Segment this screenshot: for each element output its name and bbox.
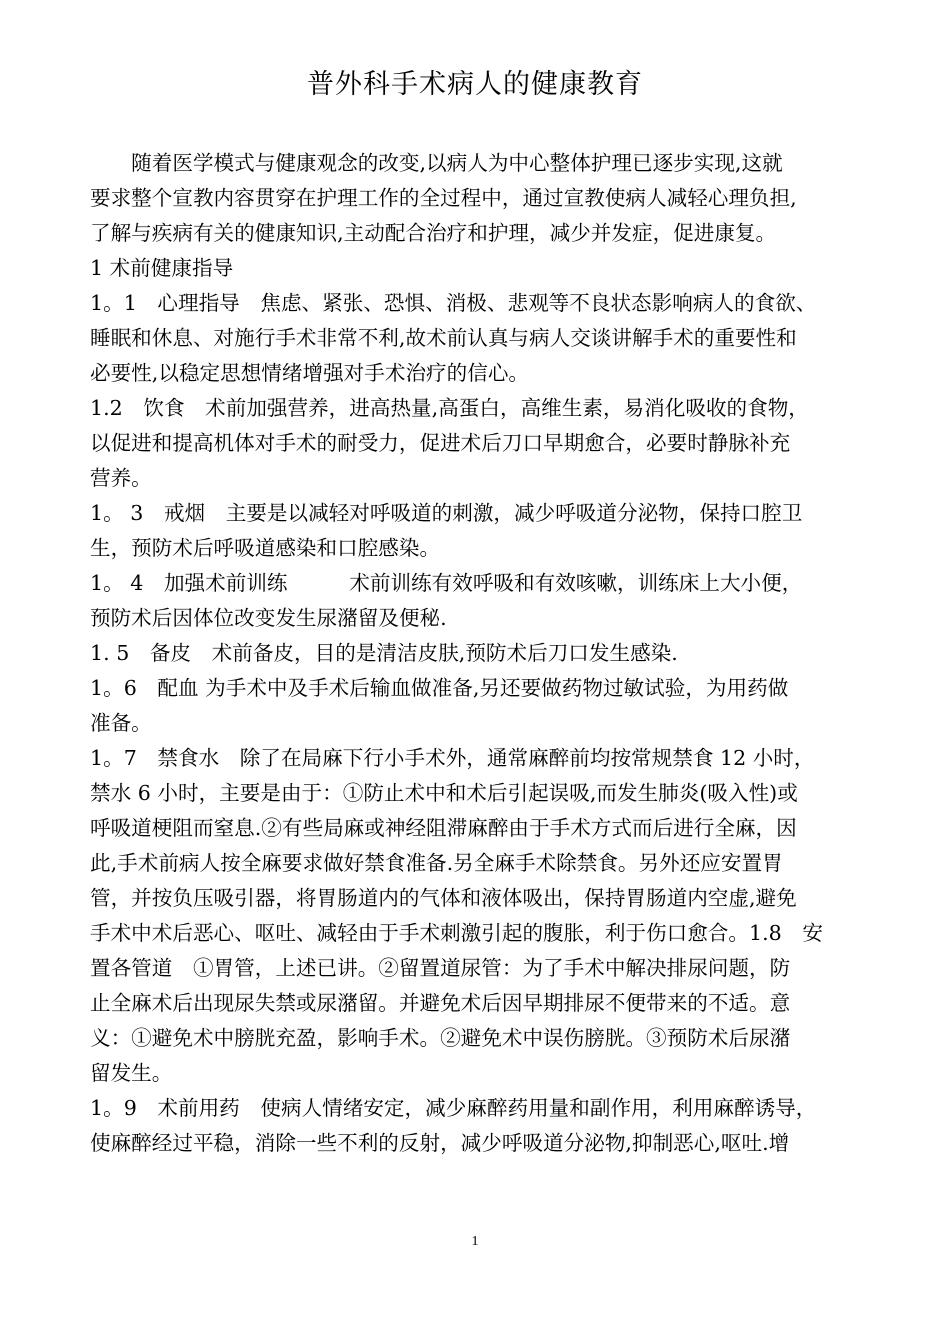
body-text-line: 1。 4 加强术前训练 术前训练有效呼吸和有效咳嗽，训练床上大小便， — [90, 571, 803, 595]
body-text-line: 管，并按负压吸引器，将胃肠道内的气体和液体吸出，保持胃肠道内空虚,避免 — [90, 886, 797, 910]
body-text-line: 营养。 — [90, 466, 152, 490]
body-text-line: 1。 3 戒烟 主要是以减轻对呼吸道的刺激，减少呼吸道分泌物，保持口腔卫 — [90, 501, 803, 525]
body-text-line: 准备。 — [90, 711, 152, 735]
body-text-line: 置各管道 ①胃管，上述已讲。②留置道尿管：为了手术中解决排尿问题，防 — [90, 956, 791, 980]
body-text-line: 了解与疾病有关的健康知识,主动配合治疗和护理，减少并发症，促进康复。 — [90, 221, 777, 245]
body-text-line: 呼吸道梗阻而窒息.②有些局麻或神经阻滞麻醉由于手术方式而后进行全麻，因 — [90, 816, 797, 840]
body-text-line: 预防术后因体位改变发生尿潴留及便秘. — [90, 606, 447, 630]
body-text-line: 留发生。 — [90, 1061, 173, 1085]
body-text-line: 生，预防术后呼吸道感染和口腔感染。 — [90, 536, 441, 560]
document-title: 普外科手术病人的健康教育 — [307, 69, 643, 100]
body-text-line: 随着医学模式与健康观念的改变,以病人为中心整体护理已逐步实现,这就 — [90, 151, 783, 175]
body-text-line: 1。1 心理指导 焦虑、紧张、恐惧、消极、悲观等不良状态影响病人的食欲、 — [90, 291, 817, 315]
body-text-line: 手术中术后恶心、呕吐、减轻由于手术刺激引起的腹胀，利于伤口愈合。1.8 安 — [90, 921, 823, 945]
document-body — [90, 146, 865, 1161]
body-text-line: 1。7 禁食水 除了在局麻下行小手术外，通常麻醉前均按常规禁食 12 小时， — [90, 746, 815, 770]
body-text-line: 要求整个宣教内容贯穿在护理工作的全过程中，通过宣教使病人减轻心理负担, — [90, 186, 797, 210]
body-text-line: 1。9 术前用药 使病人情绪安定，减少麻醉药用量和副作用，利用麻醉诱导， — [90, 1096, 817, 1120]
body-text-line: 1.2 饮食 术前加强营养，进高热量,高蛋白，高维生素，易消化吸收的食物， — [90, 396, 809, 420]
body-text-line: 1 术前健康指导 — [90, 256, 234, 280]
body-text-line: 必要性,以稳定思想情绪增强对手术治疗的信心。 — [90, 361, 530, 385]
body-text-line: 此,手术前病人按全麻要求做好禁食准备.另全麻手术除禁食。另外还应安置胃 — [90, 851, 783, 875]
body-text-line: 睡眠和休息、对施行手术非常不利,故术前认真与病人交谈讲解手术的重要性和 — [90, 326, 797, 350]
body-text-line: 义：①避免术中膀胱充盈，影响手术。②避免术中误伤膀胱。③预防术后尿潴 — [90, 1026, 791, 1050]
body-text-line: 以促进和提高机体对手术的耐受力，促进术后刀口早期愈合，必要时静脉补充 — [90, 431, 791, 455]
body-text-line: 止全麻术后出现尿失禁或尿潴留。并避免术后因早期排尿不便带来的不适。意 — [90, 991, 791, 1015]
body-text-line: 禁水 6 小时，主要是由于：①防止术中和术后引起误吸,而发生肺炎(吸入性)或 — [90, 781, 798, 805]
body-text-line: 1. 5 备皮 术前备皮，目的是清洁皮肤,预防术后刀口发生感染. — [90, 641, 678, 665]
body-text-line: 使麻醉经过平稳，消除一些不利的反射，减少呼吸道分泌物,抑制恶心,呕吐.增 — [90, 1131, 790, 1155]
body-text-line: 1。6 配血 为手术中及手术后输血做准备,另还要做药物过敏试验，为用药做 — [90, 676, 789, 700]
page-number: 1 — [471, 1234, 479, 1249]
